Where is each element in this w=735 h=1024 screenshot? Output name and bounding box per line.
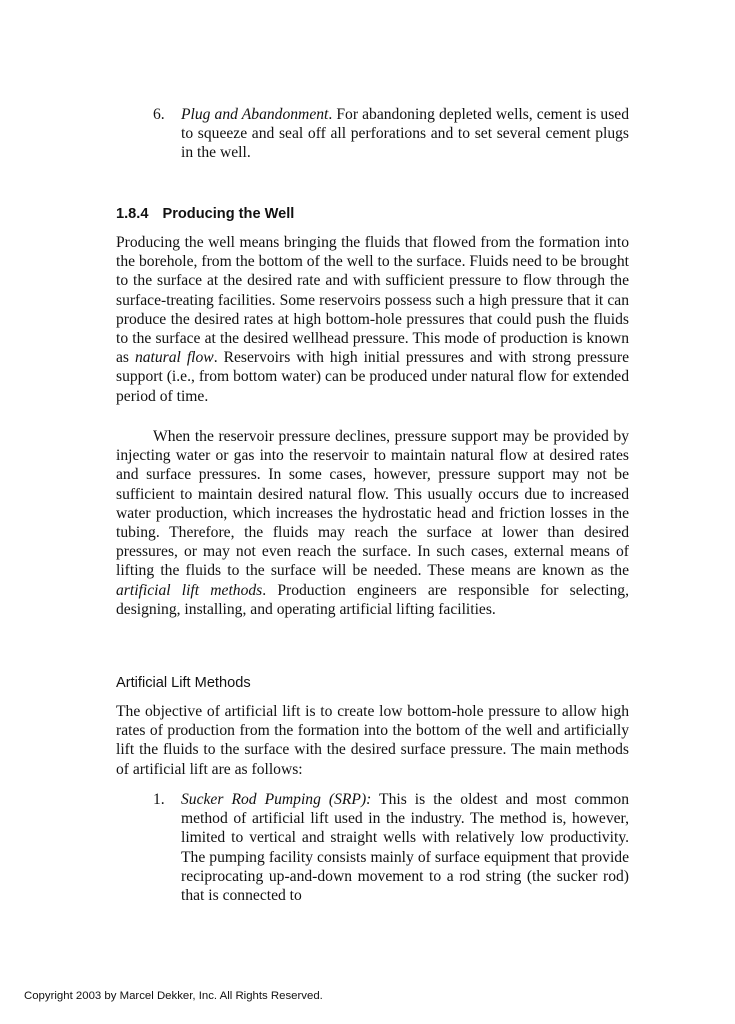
paragraph-text: . Production engineers are responsible for selecting, designing, installing, and operating artificial lifting facilities. — [116, 581, 629, 618]
paragraph-text: . Reservoirs with high initial pressures and with strong pressure support (i.e., from bottom water) can be produced under natural flow for extended period of time. — [116, 349, 629, 405]
list-item-text: This is the oldest and most common method of artificial lift used in the industry. The method is, however, limited to vertical and straight wells with relatively low productivity. The pumping facility consists mainly of surface equipment that provide reciprocating up-and-down movement to a rod string (the sucker rod) that is connected to — [181, 791, 629, 905]
list-item-body — [181, 790, 629, 905]
list-item-sucker-rod-pumping — [153, 790, 629, 905]
list-item-number: 1. — [153, 791, 165, 808]
paragraph-artificial-lift-objective: The objective of artificial lift is to create low bottom-hole pressure to allow high rates of production from the formation into the bottom of the well and artificially lift the fluids to the surface with the desired surface pressure. The main methods of artificial lift are as follows: — [116, 703, 629, 778]
list-item-body — [181, 105, 629, 163]
list-item-title: Plug and Abandonment — [181, 106, 329, 123]
list-item-text: . For abandoning depleted wells, cement is used to squeeze and seal off all perforations and to set several cement plugs in the well. — [181, 106, 629, 162]
term-artificial-lift-methods: artificial lift methods — [116, 581, 263, 599]
term-natural-flow: natural flow — [134, 349, 214, 367]
section-title: Producing the Well — [162, 206, 295, 222]
copyright-footer: Copyright 2003 by Marcel Dekker, Inc. All Rights Reserved. — [24, 990, 323, 1002]
paragraph-producing-the-well — [116, 233, 629, 406]
section-number: 1.8.4 — [116, 206, 149, 222]
list-item-plug-and-abandonment — [153, 105, 629, 163]
subsection-heading: Artificial Lift Methods — [116, 675, 251, 691]
paragraph-text: Producing the well means bringing the fluids that flowed from the formation into the borehole, from the bottom of the well to the surface. Fluids need to be brought to the surface at the desired rate and with sufficient pressure to flow through the surface-treating facilities. Some reservoirs possess such a high pressure that it can produce the desired rates at high bottom-hole pressures that could push the fluids to the surface at the desired wellhead pressure. This mode of production is known as — [116, 234, 629, 367]
paragraph-text: When the reservoir pressure declines, pressure support may be provided by injecting water or gas into the reservoir to maintain natural flow at desired rates and surface pressures. In some cases, however, pressure support may not be sufficient to maintain desired natural flow. This usually occurs due to increased water production, which increases the hydrostatic head and friction losses in the tubing. Therefore, the fluids may reach the surface at lower than desired pressures, or may not even reach the surface. In such cases, external means of lifting the fluids to the surface will be needed. These means are known as the — [116, 428, 629, 580]
section-heading — [116, 205, 294, 223]
list-item-title: Sucker Rod Pumping (SRP): — [181, 791, 372, 808]
paragraph-pressure-support — [116, 427, 629, 619]
list-item-number: 6. — [153, 106, 165, 123]
